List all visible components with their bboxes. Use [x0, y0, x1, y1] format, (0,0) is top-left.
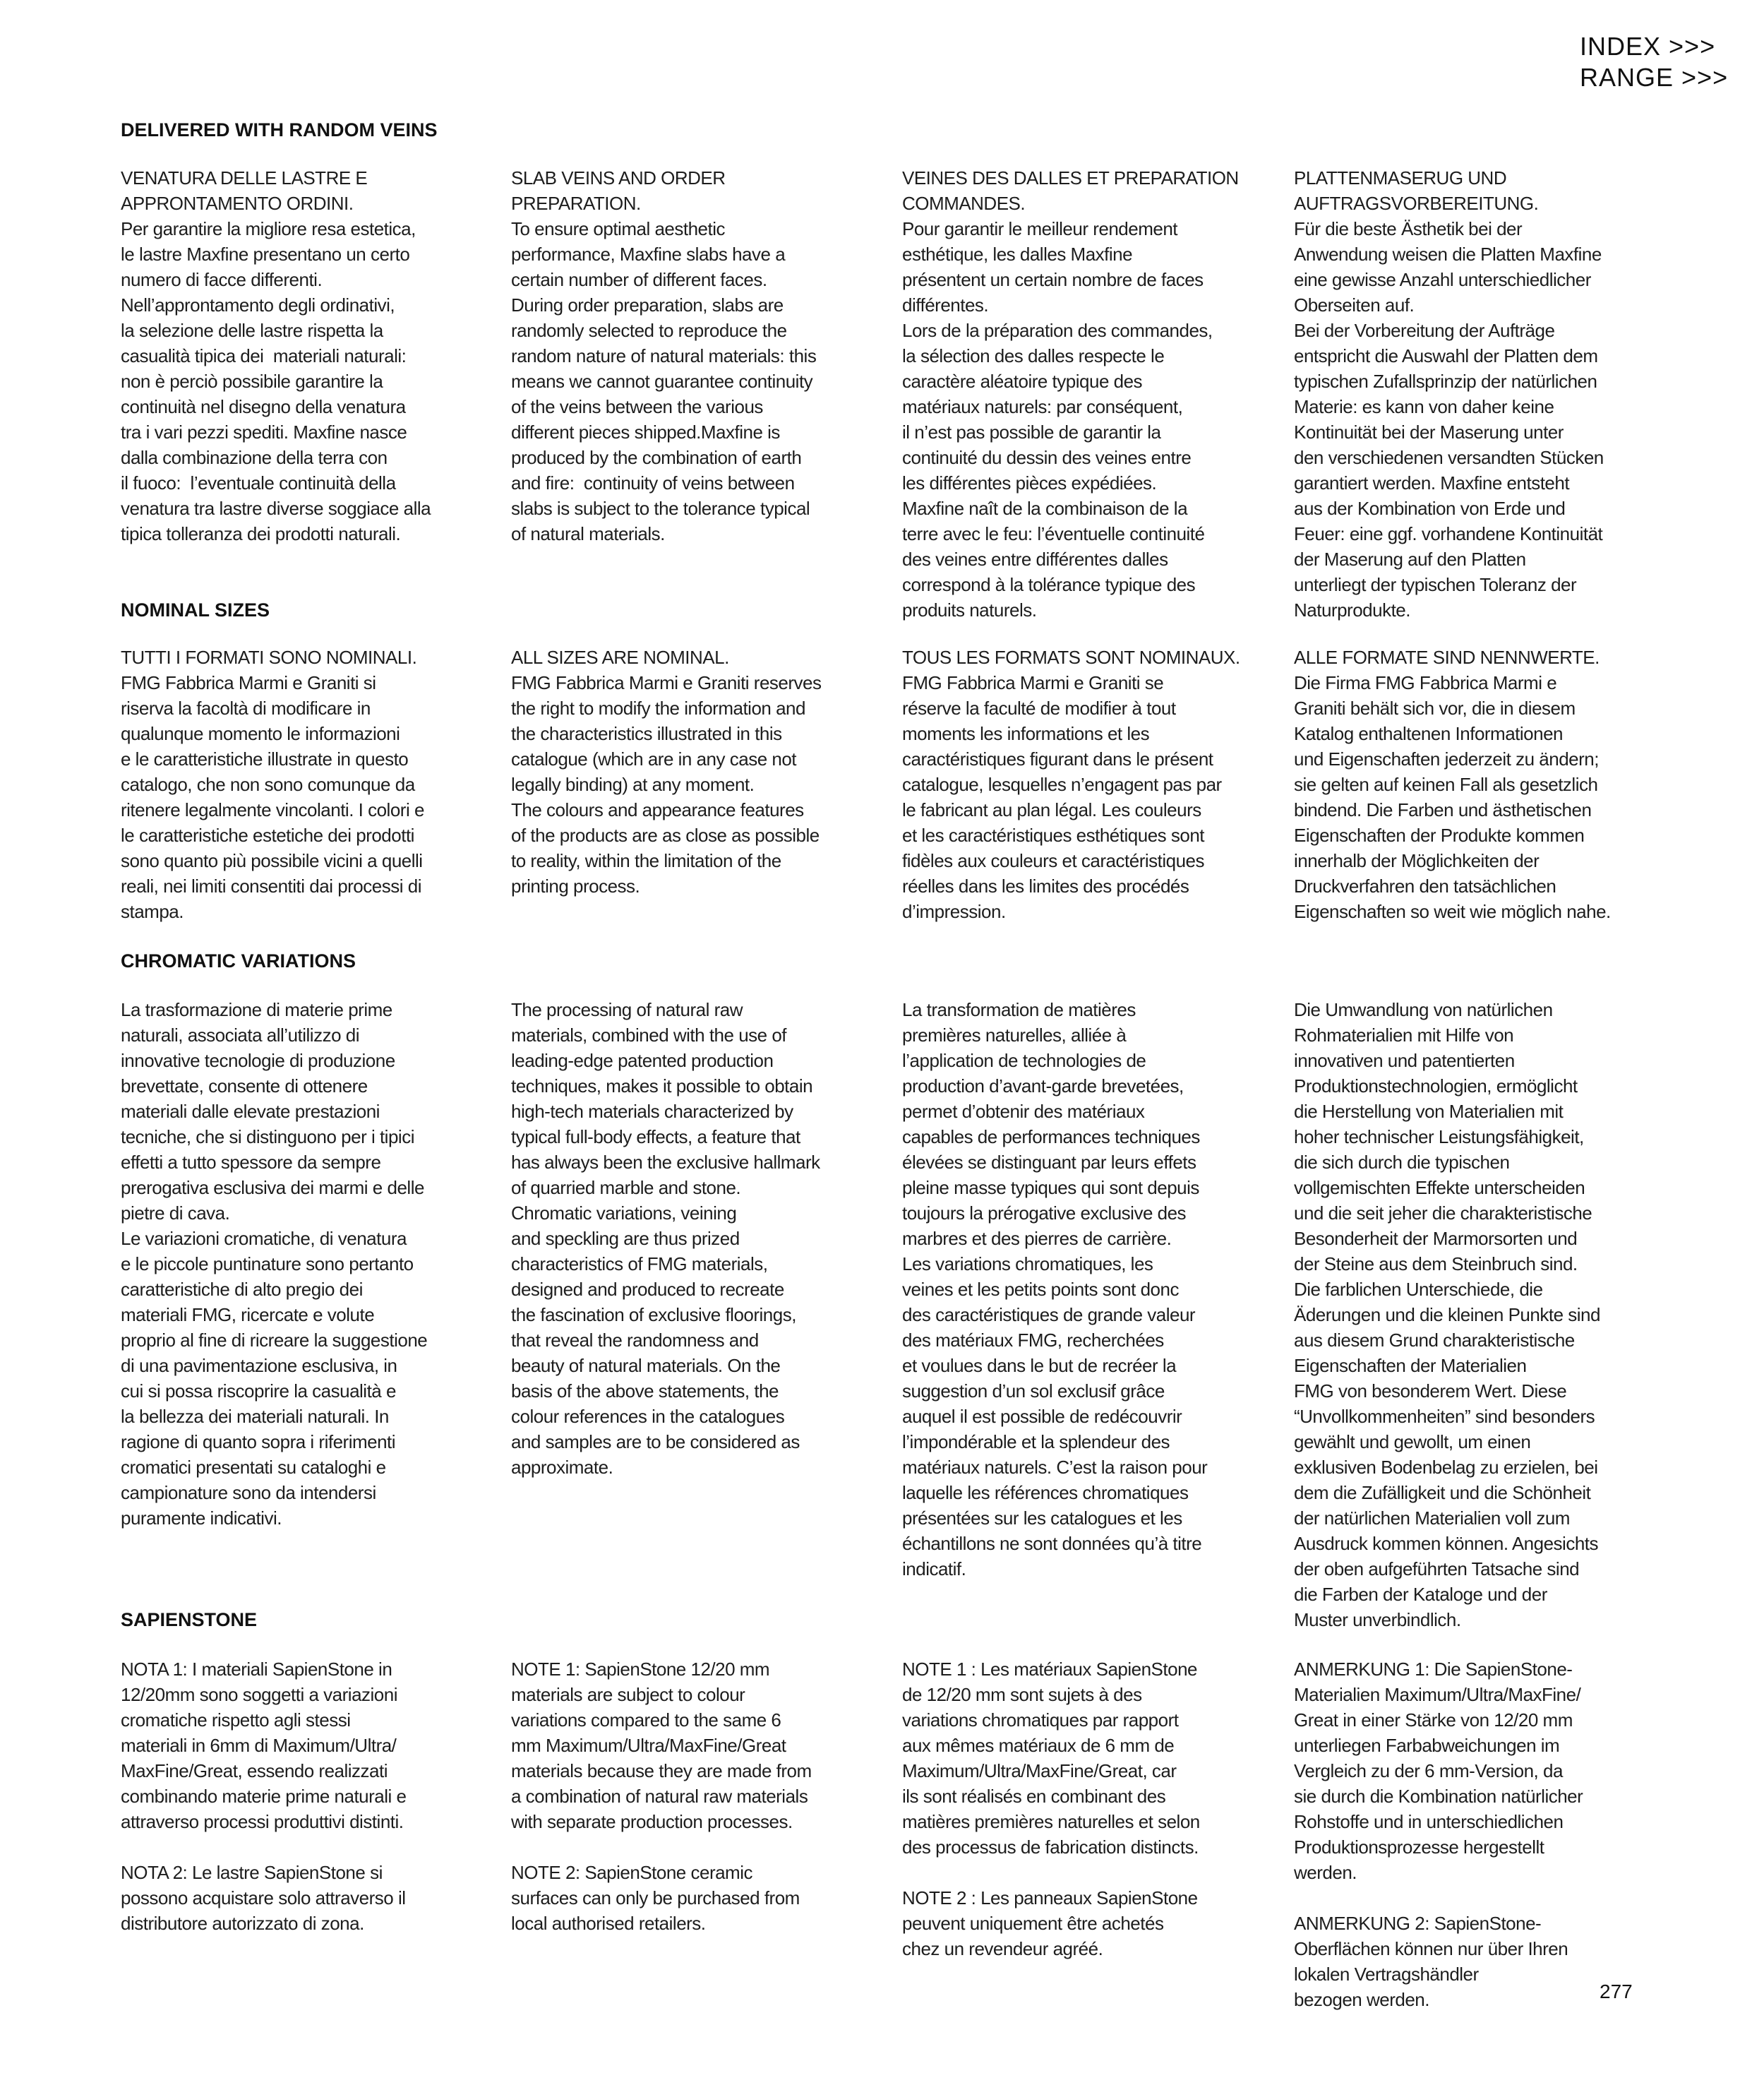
paragraph-english: SLAB VEINS AND ORDER PREPARATION. To ensure optimal aesthetic performance, Maxfine slabs have a certain number of different faces. During order preparation, slabs are randomly selected to reproduce the random nature of natural materials: this means we cannot guarantee continuity of the veins between the various different pieces shipped.Maxfine is produced by the combination of earth and fire: continuity of veins between slabs is subject to the tolerance typical of natural materials.	[511, 167, 817, 544]
section-heading-chromatic-variations: CHROMATIC VARIATIONS	[121, 950, 356, 972]
paragraph-german: PLATTENMASERUG UND AUFTRAGSVORBEREITUNG. Für die beste Ästhetik bei der Anwendung weisen die Platten Maxfine eine gewisse Anzahl unterschiedlicher Oberseiten auf. Bei der Vorbereitung der Aufträge entspricht die Auswahl der Platten dem typischen Zufallsprinzip der natürlichen Materie: es kann von daher keine Kontinuität bei der Maserung unter den verschiedenen versandten Stücken garantiert werden. Maxfine entsteht aus der Kombination von Erde und Feuer: eine ggf. vorhandene Kontinuität der Maserung auf den Platten unterliegt der typischen Toleranz der Naturprodukte.	[1294, 167, 1604, 621]
paragraph-english: NOTE 1: SapienStone 12/20 mm materials are subject to colour variations compared to the same 6 mm Maximum/Ultra/MaxFine/Great materials because they are made from a combination of natural raw materials with separate production processes. NOTE 2: SapienStone ceramic surfaces can only be purchased from local authorised retailers.	[511, 1659, 812, 1934]
paragraph-german: ANMERKUNG 1: Die SapienStone- Materialien Maximum/Ultra/MaxFine/ Great in einer Stärke von 12/20 mm unterliegen Farbabweichungen im Vergleich zu der 6 mm-Version, da sie durch die Kombination natürlicher Rohstoffe und in unterschiedlichen Produktionsprozesse hergestellt werden. ANMERKUNG 2: SapienStone- Oberflächen können nur über Ihren lokalen Vertragshändler bezogen werden.	[1294, 1659, 1583, 2010]
top-navigation	[1580, 31, 1728, 93]
paragraph-english: ALL SIZES ARE NOMINAL. FMG Fabbrica Marmi e Graniti reserves the right to modify the information and the characteristics illustrated in this catalogue (which are in any case not legally binding) at any moment. The colours and appearance features of the products are as close as possible to reality, within the limitation of the printing process.	[511, 647, 822, 897]
section-heading-nominal-sizes: NOMINAL SIZES	[121, 599, 270, 621]
index-link[interactable]: INDEX >>>	[1580, 32, 1716, 61]
page-number: 277	[1600, 1981, 1633, 2002]
range-link[interactable]: RANGE >>>	[1580, 63, 1729, 92]
paragraph-italian: VENATURA DELLE LASTRE E APPRONTAMENTO ORDINI. Per garantire la migliore resa estetica, le lastre Maxfine presentano un certo numero di facce differenti. Nell’approntamento degli ordinativi, la selezione delle lastre rispetta la casualità tipica dei materiali naturali: non è perciò possibile garantire la continuità nel disegno della venatura tra i vari pezzi spediti. Maxfine nasce dalla combinazione della terra con il fuoco: l’eventuale continuità della venatura tra lastre diverse soggiace alla tipica tolleranza dei prodotti naturali.	[121, 167, 431, 544]
paragraph-french: VEINES DES DALLES ET PREPARATION COMMANDES. Pour garantir le meilleur rendement esthétique, les dalles Maxfine présentent un certain nombre de faces différentes. Lors de la préparation des commandes, la sélection des dalles respecte le caractère aléatoire typique des matériaux naturels: par conséquent, il n’est pas possible de garantir la continuité du dessin des veines entre les différentes pièces expédiées. Maxfine naît de la combinaison de la terre avec le feu: l’éventuelle continuité des veines entre différentes dalles correspond à la tolérance typique des produits naturels.	[902, 167, 1239, 621]
paragraph-italian: NOTA 1: I materiali SapienStone in 12/20mm sono soggetti a variazioni cromatiche rispetto agli stessi materiali in 6mm di Maximum/Ultra/ MaxFine/Great, essendo realizzati combinando materie prime naturali e attraverso processi produttivi distinti. NOTA 2: Le lastre SapienStone si possono acquistare solo attraverso il distributore autorizzato di zona.	[121, 1659, 407, 1934]
paragraph-italian: TUTTI I FORMATI SONO NOMINALI. FMG Fabbrica Marmi e Graniti si riserva la facoltà di modificare in qualunque momento le informazioni e le caratteristiche illustrate in questo catalogo, che non sono comunque da ritenere legalmente vincolanti. I colori e le caratteristiche estetiche dei prodotti sono quanto più possibile vicini a quelli reali, nei limiti consentiti dai processi di stampa.	[121, 647, 424, 922]
section-heading-sapienstone: SAPIENSTONE	[121, 1609, 258, 1630]
paragraph-french: NOTE 1 : Les matériaux SapienStone de 12/20 mm sont sujets à des variations chromatiques par rapport aux mêmes matériaux de 6 mm de Maximum/Ultra/MaxFine/Great, car ils sont réalisés en combinant des matières premières naturelles et selon des processus de fabrication distincts. NOTE 2 : Les panneaux SapienStone peuvent uniquement être achetés chez un revendeur agréé.	[902, 1659, 1200, 1959]
paragraph-english: The processing of natural raw materials, combined with the use of leading-edge patented production techniques, makes it possible to obtain high-tech materials characterized by typical full-body effects, a feature that has always been the exclusive hallmark of quarried marble and stone. Chromatic variations, veining and speckling are thus prized characteristics of FMG materials, designed and produced to recreate the fascination of exclusive floorings, that reveal the randomness and beauty of natural materials. On the basis of the above statements, the colour references in the catalogues and samples are to be considered as approximate.	[511, 999, 820, 1478]
paragraph-german: Die Umwandlung von natürlichen Rohmaterialien mit Hilfe von innovativen und patentierten Produktionstechnologien, ermöglicht die Herstellung von Materialien mit hoher technischer Leistungsfähigkeit, die sich durch die typischen vollgemischten Effekte unterscheiden und die seit jeher die charakteristische Besonderheit der Marmorsorten und der Steine aus dem Steinbruch sind. Die farblichen Unterschiede, die Äderungen und die kleinen Punkte sind aus diesem Grund charakteristische Eigenschaften der Materialien FMG von besonderem Wert. Diese “Unvollkommenheiten” sind besonders gewählt und gewollt, um einen exklusiven Bodenbelag zu erzielen, bei dem die Zufälligkeit und die Schönheit der natürlichen Materialien voll zum Ausdruck kommen können. Angesichts der oben aufgeführten Tatsache sind die Farben der Kataloge und der Muster unverbindlich.	[1294, 999, 1600, 1630]
paragraph-german: ALLE FORMATE SIND NENNWERTE. Die Firma FMG Fabbrica Marmi e Graniti behält sich vor, die in diesem Katalog enthaltenen Informationen und Eigenschaften jederzeit zu ändern; sie gelten auf keinen Fall als gesetzlich bindend. Die Farben und ästhetischen Eigenschaften der Produkte kommen innerhalb der Möglichkeiten der Druckverfahren den tatsächlichen Eigenschaften so weit wie möglich nahe.	[1294, 647, 1611, 922]
paragraph-french: TOUS LES FORMATS SONT NOMINAUX. FMG Fabbrica Marmi e Graniti se réserve la faculté de modifier à tout moments les informations et les caractéristiques figurant dans le présent catalogue, lesquelles n’engagent pas par le fabricant au plan légal. Les couleurs et les caractéristiques esthétiques sont fidèles aux couleurs et caractéristiques réelles dans les limites des procédés d’impression.	[902, 647, 1240, 922]
paragraph-french: La transformation de matières premières naturelles, alliée à l’application de technologies de production d’avant-garde brevetées, permet d’obtenir des matériaux capables de performances techniques élevées se distinguant par leurs effets pleine masse typiques qui sont depuis toujours la prérogative exclusive des marbres et des pierres de carrière. Les variations chromatiques, les veines et les petits points sont donc des caractéristiques de grande valeur des matériaux FMG, recherchées et voulues dans le but de recréer la suggestion d’un sol exclusif grâce auquel il est possible de redécouvrir l’impondérable et la splendeur des matériaux naturels. C’est la raison pour laquelle les références chromatiques présentées sur les catalogues et les échantillons ne sont données qu’à titre indicatif.	[902, 999, 1208, 1579]
paragraph-italian: La trasformazione di materie prime naturali, associata all’utilizzo di innovative tecnologie di produzione brevettate, consente di ottenere materiali dalle elevate prestazioni tecniche, che si distinguono per i tipici effetti a tutto spessore da sempre prerogativa esclusiva dei marmi e delle pietre di cava. Le variazioni cromatiche, di venatura e le piccole puntinature sono pertanto caratteristiche di alto pregio dei materiali FMG, ricercate e volute proprio al fine di ricreare la suggestione di una pavimentazione esclusiva, in cui si possa riscoprire la casualità e la bellezza dei materiali naturali. In ragione di quanto sopra i riferimenti cromatici presentati su cataloghi e campionature sono da intendersi puramente indicativi.	[121, 999, 428, 1529]
section-heading-random-veins: DELIVERED WITH RANDOM VEINS	[121, 119, 438, 141]
